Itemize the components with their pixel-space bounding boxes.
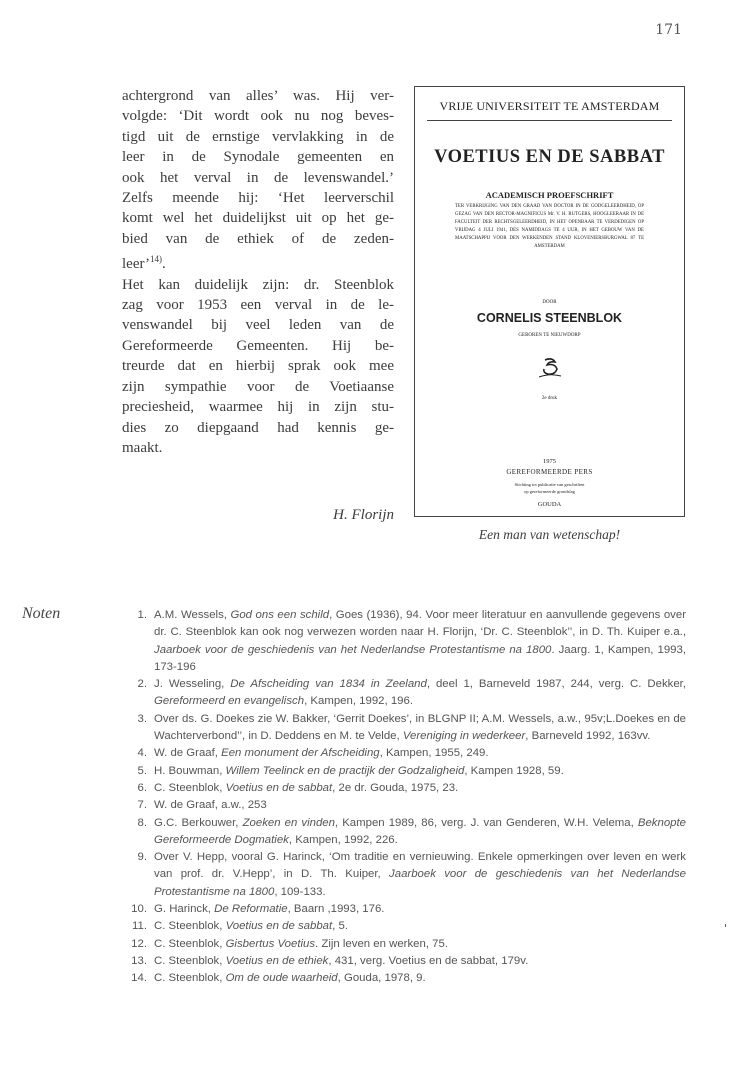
- divider: [427, 120, 672, 121]
- note-item: [124, 901, 686, 918]
- text-line: tigd uit de ernstige vervlakking in de: [122, 128, 394, 145]
- note-text: [154, 970, 686, 987]
- figure-caption: Een man van wetenschap!: [478, 527, 621, 542]
- paragraph-1: [122, 86, 394, 275]
- note-fragment: C. Steenblok,: [154, 920, 226, 933]
- note-title: Om de oude waarheid: [225, 972, 338, 985]
- note-title: Vereniging in wederkeer: [402, 730, 526, 743]
- note-item: [124, 763, 686, 780]
- note-fragment: . Zijn leven en werken, 75.: [315, 937, 449, 950]
- note-number: 11.: [132, 920, 147, 933]
- note-title: De Afscheiding van 1834 in Zeeland: [230, 678, 427, 691]
- note-text: [154, 780, 686, 797]
- text-line: preciesheid, waarmee hij in zijn stu-: [122, 399, 394, 416]
- note-number: 3.: [137, 712, 147, 725]
- text-line: volgde: ‘Dit wordt ook nu nog beves-: [122, 108, 394, 125]
- note-text: [154, 607, 686, 676]
- text-line: treurde dat en hierbij sprak ook mee: [122, 358, 394, 375]
- note-fragment: C. Steenblok,: [154, 972, 226, 985]
- note-fragment: C. Steenblok,: [154, 937, 226, 950]
- note-fragment: , deel 1, Barneveld 1987, 244, verg. C. Dekker,: [426, 678, 686, 691]
- book-title: VOETIUS EN DE SABBAT: [434, 147, 665, 167]
- note-fragment: , Kampen, 1955, 249.: [379, 747, 489, 760]
- note-title: Jaarboek voor de geschiedenis van het Nederlandse Protestantisme na 1800: [154, 868, 686, 898]
- by-label: DOOR: [542, 300, 557, 305]
- note-number: 10.: [131, 903, 147, 916]
- note-fragment: G. Harinck,: [154, 903, 215, 916]
- text-line: venswandel bij veel leden van de: [122, 317, 394, 334]
- note-fragment: , Barneveld 1992, 163vv.: [525, 730, 651, 743]
- note-item: [124, 849, 686, 901]
- note-fragment: W. de Graaf, a.w., 253: [154, 799, 267, 812]
- note-text: [154, 918, 686, 935]
- note-fragment: H. Bouwman,: [154, 764, 226, 777]
- text-line: leer in de Synodale gemeenten en: [122, 149, 394, 166]
- note-title: Gisbertus Voetius: [225, 937, 316, 950]
- note-title: Voetius en de ethiek: [225, 954, 329, 967]
- publication-year: 1975: [543, 458, 556, 465]
- note-number: 6.: [137, 781, 147, 794]
- note-reference[interactable]: 14): [150, 254, 163, 265]
- note-fragment: . Jaarg. 1, Kampen, 1993, 173-196: [154, 643, 687, 673]
- note-ref-text: leer’: [122, 256, 151, 273]
- note-item: [124, 815, 686, 850]
- text-line: zag voor 1953 een verval in de le-: [122, 297, 394, 314]
- note-title: Gereformeerd en evangelisch: [154, 695, 305, 708]
- notes-heading: Noten: [22, 605, 61, 622]
- note-item: [124, 711, 686, 746]
- note-title: God ons een schild: [230, 609, 330, 621]
- text-line: ook het verval in de levenswandel.’: [122, 169, 394, 186]
- note-number: 8.: [137, 816, 147, 829]
- margin-mark: ': [724, 922, 728, 935]
- note-text: [154, 711, 686, 746]
- article-body: [122, 86, 394, 458]
- note-item: [124, 970, 686, 987]
- note-fragment: , 5.: [332, 920, 349, 933]
- notes-list: [124, 607, 686, 988]
- note-title: Een monument der Afscheiding: [221, 747, 380, 760]
- text-line: Gereformeerde Gemeenten. Hij be-: [122, 337, 394, 354]
- note-item: [124, 676, 686, 711]
- edition: 2e druk: [541, 396, 558, 401]
- note-item: [124, 953, 686, 970]
- note-fragment: Over V. Hepp, vooral G. Harinck, ‘Om traditie en vernieuwing. Enkele opmerkingen over leven en werk van prof. dr. V.Hepp’, in D. Th. Kuiper,: [154, 851, 686, 881]
- note-fragment: G.C. Berkouwer,: [154, 816, 243, 829]
- note-number: 1.: [137, 609, 147, 621]
- note-number: 7.: [137, 799, 147, 812]
- note-text: [154, 815, 686, 850]
- note-text: [154, 849, 686, 901]
- text-line: dies zo diepgaand had kennis ge-: [122, 419, 394, 436]
- note-text: [154, 763, 686, 780]
- text-line: Het kan duidelijk zijn: dr. Steenblok: [122, 276, 394, 293]
- text-line: zijn sympathie voor de Voetiaanse: [122, 378, 394, 395]
- note-title: Voetius en de sabbat: [225, 920, 333, 933]
- note-fragment: , Kampen 1928, 59.: [464, 764, 564, 777]
- note-fragment: , 109-133.: [274, 885, 326, 898]
- university-name: VRIJE UNIVERSITEIT TE AMSTERDAM: [439, 99, 660, 113]
- publisher-logo-icon: [535, 357, 565, 379]
- note-text: [154, 797, 686, 814]
- note-title: Jaarboek voor de geschiedenis van het Nederlandse Protestantisme na 1800: [154, 643, 552, 656]
- note-title: De Reformatie: [214, 903, 288, 916]
- author-name: CORNELIS STEENBLOK: [476, 311, 623, 325]
- paragraph-1-lines: [122, 86, 394, 249]
- text-line: achtergrond van alles’ was. Hij ver-: [122, 88, 394, 104]
- foundation-line-2: op gereformeerde grondslag: [524, 489, 575, 494]
- note-title: Voetius en de sabbat: [225, 781, 333, 794]
- paragraph-2-last: maakt.: [122, 439, 163, 456]
- note-fragment: C. Steenblok,: [154, 781, 226, 794]
- note-fragment: , Goes (1936), 94. Voor meer literatuur en aanvullende gegevens over dr. C. Steenblok kan ook nog verwezen worden naar H. Florijn, ‘Dr. C. Steenblok’’, in D. Th. Kuiper e.a.,: [154, 609, 686, 639]
- note-text: [154, 676, 686, 711]
- note-item: [124, 780, 686, 797]
- note-text: [154, 745, 686, 762]
- note-number: 12.: [131, 937, 147, 950]
- page-number: 171: [655, 22, 682, 38]
- paragraph-2: [122, 275, 394, 459]
- note-number: 2.: [137, 678, 147, 691]
- note-text: [154, 953, 686, 970]
- note-item: [124, 745, 686, 762]
- note-number: 5.: [137, 764, 147, 777]
- note-item: [124, 607, 686, 676]
- text-line: Zelfs meende hij: ‘Het leerverschil: [122, 190, 394, 207]
- paragraph-2-lines: [122, 275, 394, 438]
- note-item: [124, 918, 686, 935]
- note-fragment: J. Wesseling,: [154, 678, 231, 691]
- note-title: Willem Teelinck en de practijk der Godzaligheid: [225, 764, 465, 777]
- note-number: 9.: [137, 851, 147, 864]
- note-item: [124, 936, 686, 953]
- birthplace: GEBOREN TE NIEUWDORP: [518, 333, 581, 338]
- note-text: [154, 901, 686, 918]
- title-page-figure: [414, 86, 685, 517]
- note-fragment: A.M. Wessels,: [154, 609, 231, 621]
- note-number: 4.: [137, 747, 147, 760]
- note-fragment: , Kampen, 1992, 196.: [304, 695, 413, 708]
- note-fragment: , Kampen, 1992, 226.: [288, 833, 398, 846]
- note-number: 14.: [131, 972, 147, 985]
- note-fragment: Over ds. G. Doekes zie W. Bakker, ‘Gerrit Doekes’, in BLGNP II; A.M. Wessels, a.w., 95v;L.Doekes en de Wachterverbond’’, in D. Deddens en M. te Velde,: [154, 712, 686, 743]
- note-title: Zoeken en vinden: [242, 816, 335, 829]
- note-fragment: , Gouda, 1978, 9.: [337, 972, 426, 985]
- note-fragment: , 2e dr. Gouda, 1975, 23.: [332, 781, 459, 794]
- thesis-subtitle: ACADEMISCH PROEFSCHRIFT: [485, 190, 614, 200]
- note-item: [124, 797, 686, 814]
- publisher-city: GOUDA: [537, 501, 562, 508]
- note-title: Beknopte Gereformeerde Dogmatiek: [154, 816, 686, 846]
- publisher: GEREFORMEERDE PERS: [506, 468, 593, 476]
- paragraph-end: .: [162, 256, 166, 273]
- author-signature: H. Florijn: [333, 507, 394, 523]
- text-line: komt wel het duidelijkst uit op het ge-: [122, 210, 394, 227]
- note-fragment: , Baarn ,1993, 176.: [287, 903, 385, 916]
- thesis-description: TER VERKRIJGING VAN DEN GRAAD VAN DOCTOR IN DE GODGELEERDHEID, OP GEZAG VAN DEN RECTOR-MAGNIFICUS Mr. V. H. RUTGERS, HOOGLEERAAR IN DE FACULTEIT DER RECHTSGELEERDHEID, IN HET OPENBAAR TE VERDEDIGEN OP VRIJDAG 4 JULI 1941, DES NAMIDDAGS TE 4 UUR, IN HET GEBOUW VAN DE MAATSCHAPPIJ VOOR DEN WERKENDEN STAND KLOVENIERSBURGWAL 87 TE AMSTERDAM: [455, 204, 644, 249]
- text-line: bied van de ethiek of de zeden-: [122, 230, 394, 247]
- note-fragment: , Kampen 1989, 86, verg. J. van Genderen, W.H. Velema,: [334, 816, 638, 829]
- note-fragment: W. de Graaf,: [154, 747, 222, 760]
- note-fragment: , 431, verg. Voetius en de sabbat, 179v.: [328, 954, 529, 967]
- note-number: 13.: [131, 954, 147, 967]
- note-text: [154, 936, 686, 953]
- note-fragment: C. Steenblok,: [154, 954, 226, 967]
- foundation-line-1: Stichting tot publicatie van geschriften: [514, 482, 585, 487]
